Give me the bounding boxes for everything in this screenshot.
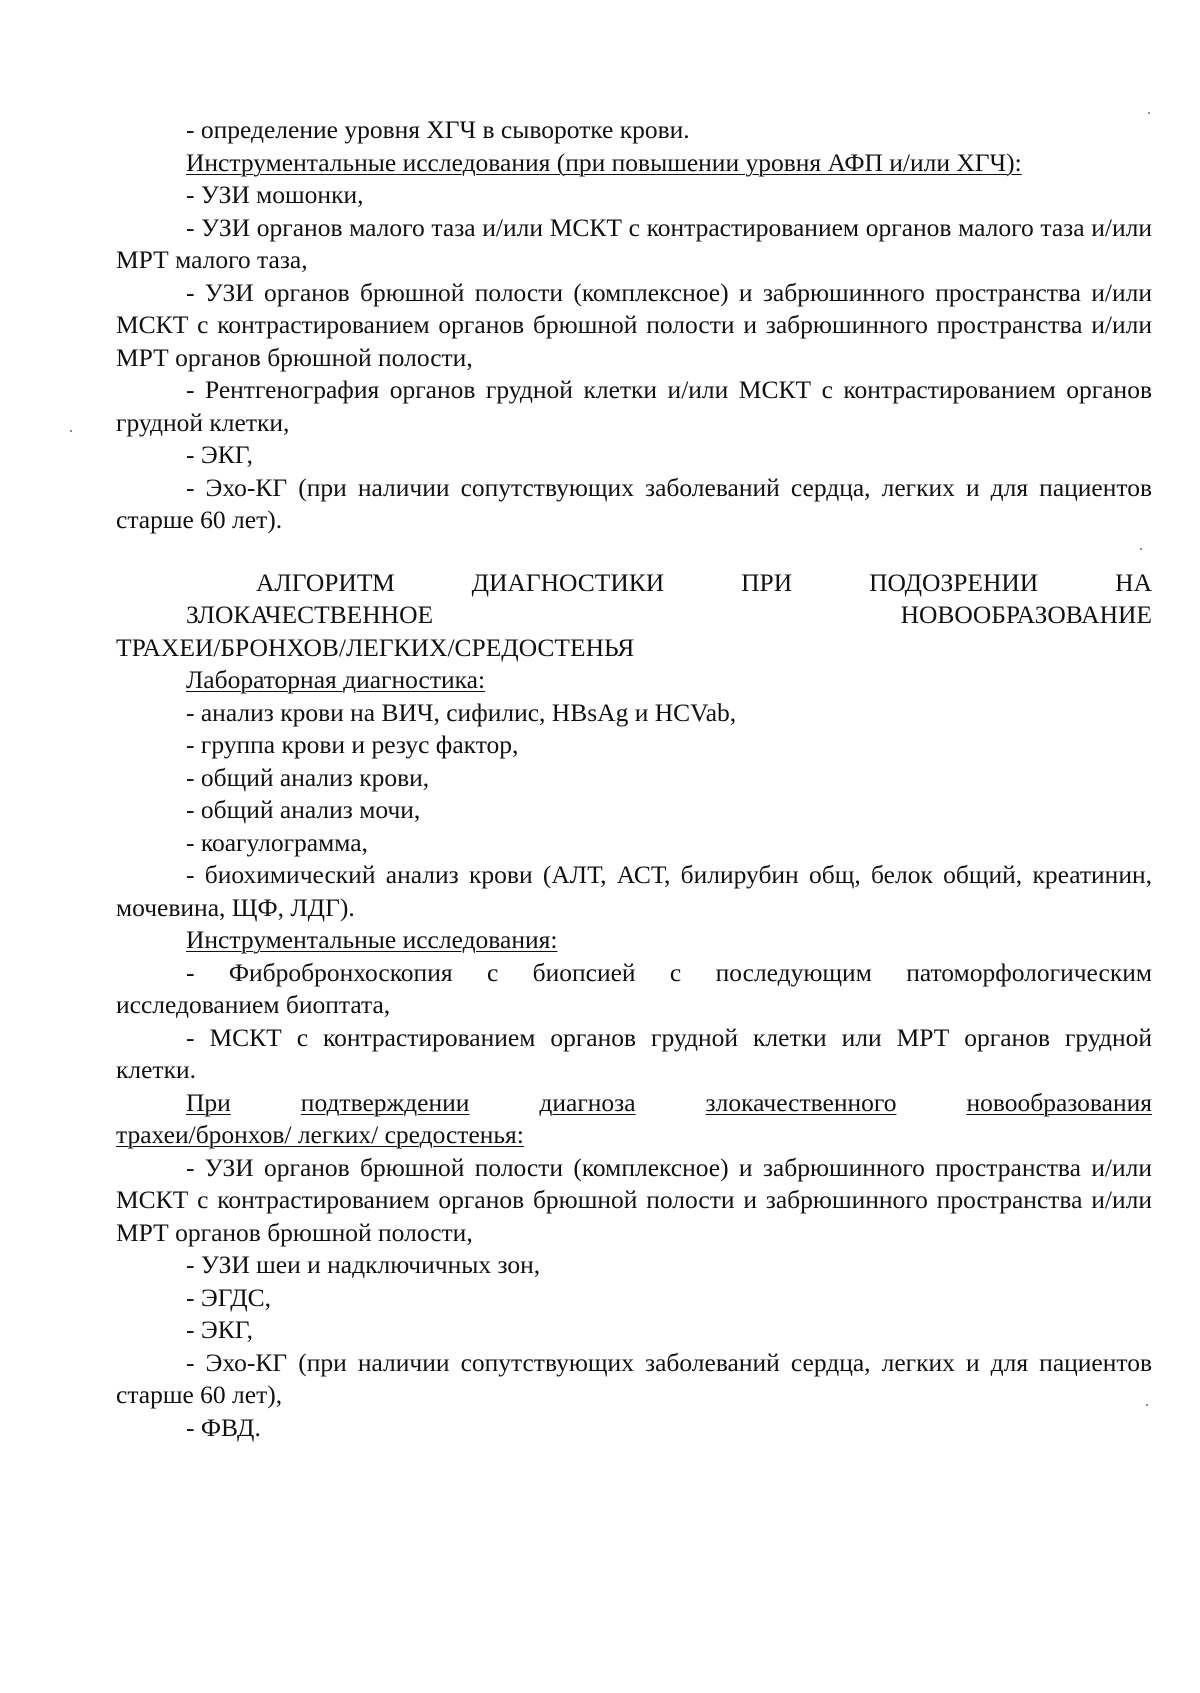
subheading-word: подтверждении [300,1087,470,1117]
list-item: - УЗИ органов брюшной полости (комплексное) и забрюшинного пространства и/или МСКТ с контрастированием органов брюшной полости и забрюшинного пространства и/или МРТ органов брюшной полости, [116,277,1152,372]
heading-line-3: ТРАХЕИ/БРОНХОВ/ЛЕГКИХ/СРЕДОСТЕНЬЯ [116,632,635,662]
list-item: - общий анализ мочи, [186,795,421,824]
subheading-text: Инструментальные исследования: [186,925,558,954]
heading-word: НА [1115,567,1152,597]
list-item: - Эхо-КГ (при наличии сопутствующих заболеваний сердца, легких и для пациентов старше 60 лет). [116,472,1152,534]
heading-word: НОВООБРАЗОВАНИЕ [900,600,1152,629]
list-item: - УЗИ органов малого таза и/или МСКТ с контрастированием органов малого таза и/или МРТ малого таза, [116,212,1152,274]
section-subheading [116,664,1152,697]
scan-speck [70,430,72,432]
heading-word: АЛГОРИТМ [256,567,395,597]
list-item: - УЗИ органов брюшной полости (комплексное) и забрюшинного пространства и/или МСКТ с контрастированием органов брюшной полости и забрюшинного пространства и/или МРТ органов брюшной полости, [116,1152,1152,1247]
subheading-line-2 [116,1119,1152,1152]
section-subheading [116,1087,1152,1152]
list-item: - группа крови и резус фактор, [186,730,519,759]
heading-word: ПРИ [741,567,793,597]
list-item: - ФВД. [186,1412,261,1442]
heading-word: ДИАГНОСТИКИ [471,567,665,597]
list-item: - ЭКГ, [186,1315,253,1344]
list-item: - МСКТ с контрастированием органов грудной клетки или МРТ органов грудной клетки. [116,1022,1152,1084]
list-item: - анализ крови на ВИЧ, сифилис, HBsAg и HCVab, [186,697,737,727]
list-item: - общий анализ крови, [186,762,430,792]
subheading-word: новообразования [966,1087,1152,1117]
section-subheading [116,147,1152,180]
heading-line-1 [116,567,1152,600]
list-item: - УЗИ шеи и надключичных зон, [186,1250,541,1279]
subheading-text: Лабораторная диагностика: [186,665,486,694]
list-item: - ЭГДС, [186,1282,271,1312]
subheading-text: Инструментальные исследования (при повышении уровня АФП и/или ХГЧ): [186,147,1022,177]
list-item: - Эхо-КГ (при наличии сопутствующих заболеваний сердца, легких и для пациентов старше 60 лет), [116,1347,1152,1409]
section-subheading [116,924,1152,957]
scan-speck [1148,112,1150,114]
document-body [116,114,1152,1444]
subheading-word: диагноза [539,1087,636,1117]
heading-word: ПОДОЗРЕНИИ [869,567,1039,597]
scan-speck [1146,1404,1148,1406]
section-heading [116,567,1152,665]
list-item: - биохимический анализ крови (АЛТ, АСТ, билирубин общ, белок общий, креатинин, мочевина, ЩФ, ЛДГ). [116,860,1152,922]
list-item: - Рентгенография органов грудной клетки и/или МСКТ с контрастированием органов грудной клетки, [116,375,1152,437]
list-item: - ЭКГ, [186,440,253,469]
subheading-line-1 [116,1087,1152,1120]
heading-word: ЗЛОКАЧЕСТВЕННОЕ [186,600,434,629]
list-item: - коагулограмма, [186,827,368,857]
scan-speck [1140,548,1142,550]
subheading-word: При [186,1087,231,1117]
heading-line-2 [116,599,1152,632]
list-item: - Фибробронхоскопия с биопсией с последующим патоморфологическим исследованием биоптата, [116,957,1152,1019]
list-item: - определение уровня ХГЧ в сыворотке крови. [186,115,690,144]
subheading-text: трахеи/бронхов/ легких/ средостенья: [116,1120,524,1149]
list-item: - УЗИ мошонки, [186,180,364,209]
subheading-word: злокачественного [705,1087,897,1117]
